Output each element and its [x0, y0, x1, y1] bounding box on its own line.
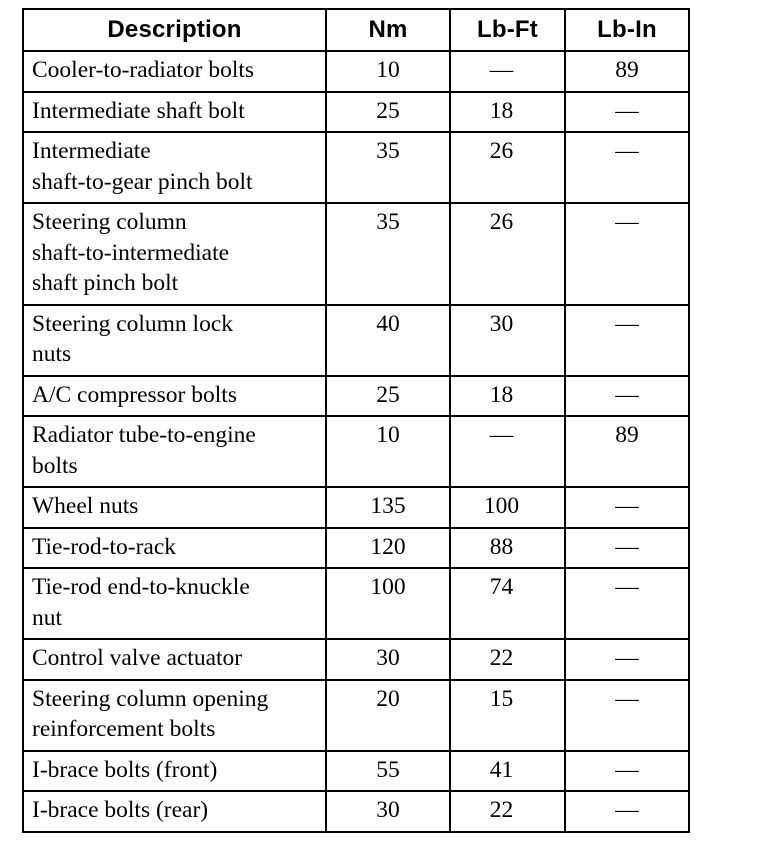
row-lb-ft: 18	[450, 92, 565, 133]
description-line: Cooler-to-radiator bolts	[32, 57, 255, 83]
description-line: Intermediate shaft bolt	[32, 97, 245, 124]
table-row	[23, 376, 689, 417]
row-nm: 25	[326, 92, 450, 133]
row-lb-in: —	[565, 203, 689, 305]
header-description: Description	[23, 9, 326, 51]
table-row	[23, 203, 689, 305]
description-line: reinforcement bolts	[32, 716, 216, 742]
table-row	[23, 51, 689, 92]
row-lb-in: —	[565, 376, 689, 417]
row-lb-in: —	[565, 305, 689, 376]
row-lb-in: —	[565, 92, 689, 133]
table-row	[23, 487, 689, 528]
table-row	[23, 751, 689, 792]
header-lb-in: Lb-In	[565, 9, 689, 51]
row-nm: 20	[326, 680, 450, 751]
row-lb-in: —	[565, 568, 689, 639]
row-description	[23, 639, 326, 680]
table-row	[23, 92, 689, 133]
table-row	[23, 305, 689, 376]
row-nm: 40	[326, 305, 450, 376]
description-line: shaft-to-gear pinch bolt	[32, 168, 253, 195]
row-lb-ft: 30	[450, 305, 565, 376]
table-row	[23, 791, 689, 832]
row-nm: 30	[326, 639, 450, 680]
description-line: nuts	[32, 341, 72, 367]
row-nm: 10	[326, 416, 450, 487]
table-row	[23, 416, 689, 487]
row-nm: 35	[326, 132, 450, 203]
row-description	[23, 680, 326, 751]
row-description	[23, 751, 326, 792]
row-lb-ft: 22	[450, 639, 565, 680]
row-lb-in: —	[565, 132, 689, 203]
header-nm: Nm	[326, 9, 450, 51]
row-description	[23, 416, 326, 487]
description-line: bolts	[32, 452, 78, 479]
description-line: A/C compressor bolts	[32, 381, 237, 408]
row-lb-ft: 15	[450, 680, 565, 751]
header-lb-ft: Lb-Ft	[450, 9, 565, 51]
table-row	[23, 568, 689, 639]
row-description	[23, 376, 326, 417]
row-description	[23, 487, 326, 528]
row-lb-ft: 26	[450, 132, 565, 203]
row-lb-in: —	[565, 791, 689, 832]
row-lb-ft: 18	[450, 376, 565, 417]
row-lb-in: 89	[565, 416, 689, 487]
table-body	[23, 51, 689, 832]
description-line: I-brace bolts (rear)	[32, 797, 209, 823]
description-line: Steering column	[32, 209, 187, 235]
row-lb-ft: 100	[450, 487, 565, 528]
description-line: Radiator tube-to-engine	[32, 422, 256, 448]
row-nm: 120	[326, 528, 450, 569]
description-line: Tie-rod end-to-knuckle	[32, 574, 250, 600]
row-description	[23, 305, 326, 376]
description-line: nut	[32, 604, 63, 631]
row-lb-ft: 26	[450, 203, 565, 305]
row-lb-in: —	[565, 639, 689, 680]
description-line: Wheel nuts	[32, 493, 139, 519]
row-description	[23, 132, 326, 203]
description-line: shaft-to-intermediate	[32, 239, 230, 266]
torque-specification-table	[22, 8, 690, 833]
row-nm: 25	[326, 376, 450, 417]
row-lb-ft: 74	[450, 568, 565, 639]
row-lb-in: 89	[565, 51, 689, 92]
row-description	[23, 528, 326, 569]
row-nm: 10	[326, 51, 450, 92]
header-row	[23, 9, 689, 51]
table-row	[23, 528, 689, 569]
description-line: Control valve actuator	[32, 645, 243, 671]
row-lb-ft: —	[450, 416, 565, 487]
row-lb-ft: 41	[450, 751, 565, 792]
row-nm: 135	[326, 487, 450, 528]
row-description	[23, 568, 326, 639]
row-lb-in: —	[565, 680, 689, 751]
description-line: shaft pinch bolt	[32, 270, 179, 296]
row-description	[23, 203, 326, 305]
row-description	[23, 92, 326, 133]
description-line: Intermediate	[32, 138, 151, 164]
row-nm: 35	[326, 203, 450, 305]
table-row	[23, 680, 689, 751]
table-row	[23, 132, 689, 203]
row-description	[23, 791, 326, 832]
row-lb-in: —	[565, 528, 689, 569]
row-lb-in: —	[565, 487, 689, 528]
row-nm: 30	[326, 791, 450, 832]
description-line: I-brace bolts (front)	[32, 756, 218, 783]
description-line: Steering column opening	[32, 685, 269, 712]
table-row	[23, 639, 689, 680]
description-line: Tie-rod-to-rack	[32, 533, 177, 560]
row-nm: 55	[326, 751, 450, 792]
row-lb-ft: —	[450, 51, 565, 92]
row-description	[23, 51, 326, 92]
row-lb-in: —	[565, 751, 689, 792]
table-header	[23, 9, 689, 51]
description-line: Steering column lock	[32, 310, 234, 337]
row-lb-ft: 88	[450, 528, 565, 569]
row-nm: 100	[326, 568, 450, 639]
row-lb-ft: 22	[450, 791, 565, 832]
